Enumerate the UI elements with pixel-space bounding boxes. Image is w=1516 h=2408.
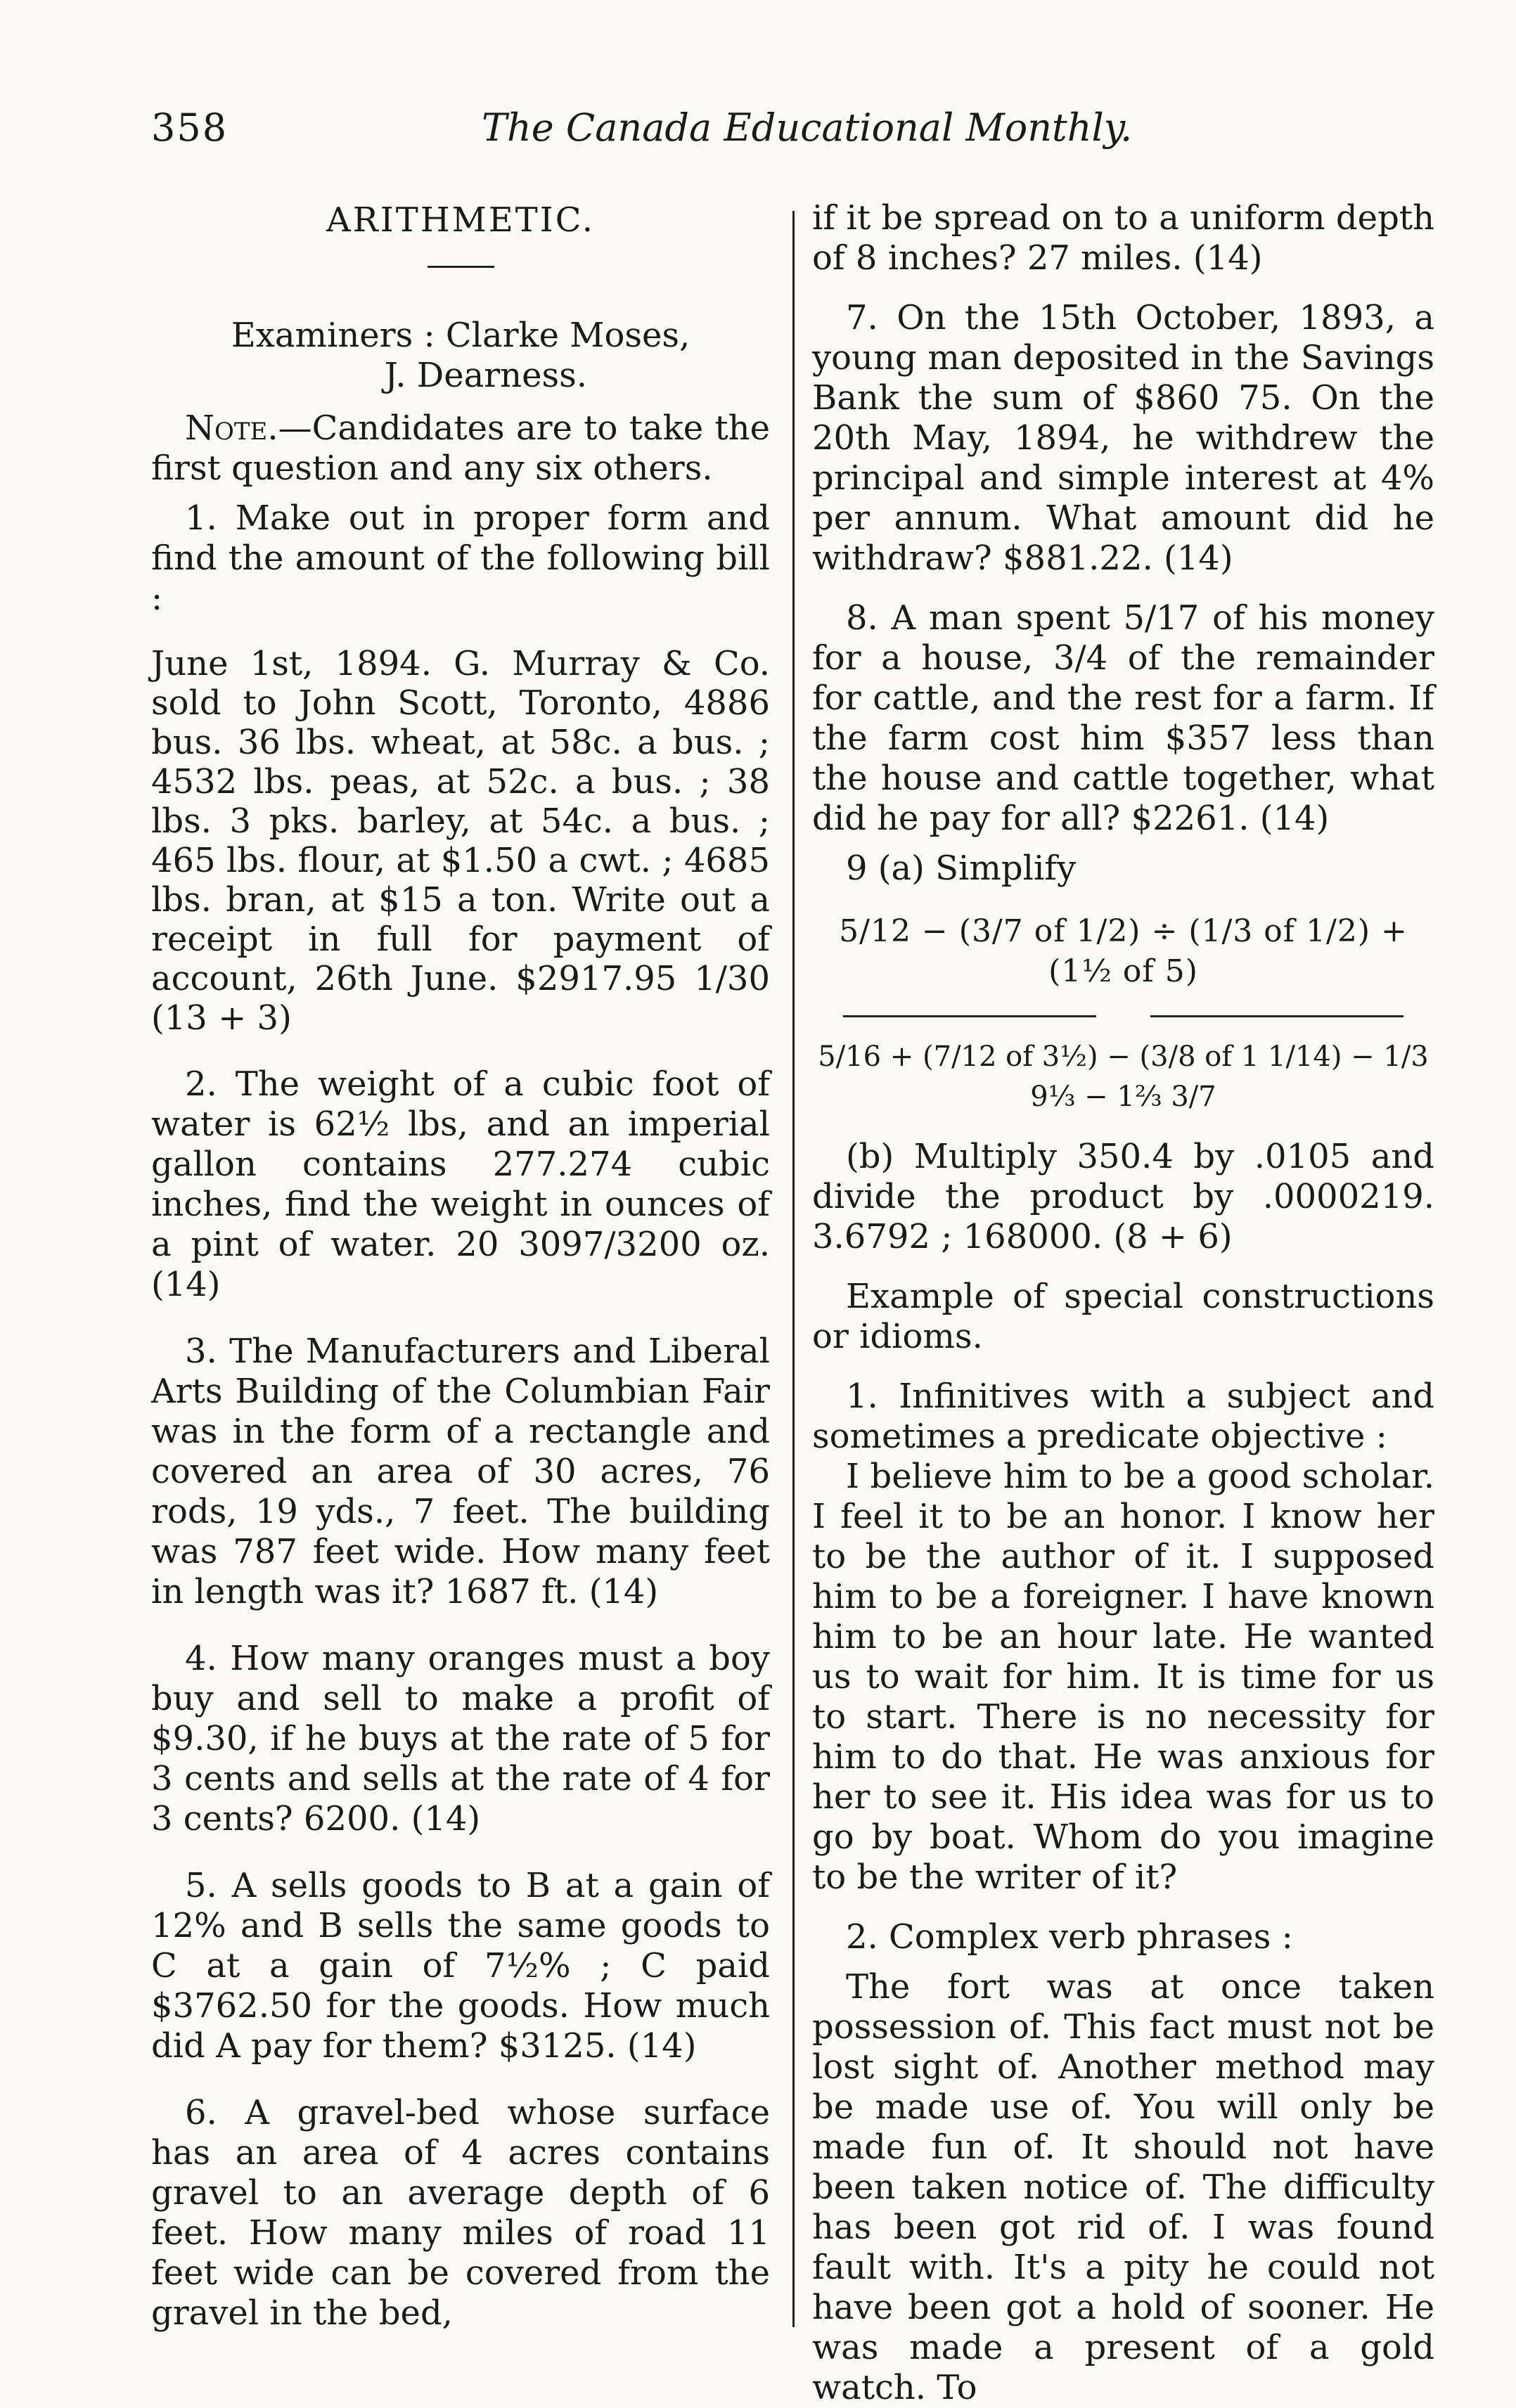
question-9a-denominators: 5/16 + (7/12 of 3½) − (3/8 of 1 1/14) − 1/3 9⅓ − 1⅔ 3/7 [818, 1041, 1429, 1113]
examiners-line-1: Examiners : Clarke Moses, [231, 316, 690, 355]
question-9a-fraction-bars [812, 994, 1434, 1034]
question-1: 1. Make out in proper form and find the amount of the following bill : [151, 498, 770, 618]
question-9a-label: 9 (a) Simplify [846, 849, 1077, 888]
question-1-bill: June 1st, 1894. G. Murray & Co. sold to John Scott, Toronto, 4886 bus. 36 lbs. wheat, at 58c. a bus. ; 4532 lbs. peas, at 52c. a bus. ; 38 lbs. 3 pks. barley, at 54c. a bus. ; 465 lbs. flour, at $1.50 a cwt. ; 4685 lbs. bran, at $15 a ton. Write out a receipt in full for payment of account, 26th June. $2917.95 1/30 (13 + 3) [151, 644, 770, 1038]
left-column [151, 200, 770, 2333]
question-4: 4. How many oranges must a boy buy and sell to make a profit of $9.30, if he buys at the rate of 5 for 3 cents and sells at the rate of 4 for 3 cents? 6200. (14) [151, 1639, 770, 1839]
page-number: 358 [151, 105, 229, 150]
note-label: Note. [185, 408, 278, 448]
running-title: The Canada Educational Monthly. [482, 105, 1133, 150]
page-header [151, 105, 1466, 169]
item-2-title: 2. Complex verb phrases : [846, 1917, 1293, 1957]
item-1-body: I believe him to be a good scholar. I feel it to be an honor. I know her to be the author of it. I supposed him to be a foreigner. I have known him to be an hour late. He wanted us to wait for him. It is time for us to start. There is no necessity for him to do that. He was anxious for her to see it. His idea was for us to go by boat. Whom do you imagine to be the writer of it? [812, 1457, 1434, 1897]
question-8: 8. A man spent 5/17 of his money for a house, 3/4 of the remainder for cattle, and the rest for a farm. If the farm cost him $357 less than the house and cattle together, what did he pay for all? $2261. (14) [812, 598, 1434, 838]
example-title: Example of special constructions or idioms. [812, 1277, 1434, 1356]
title-rule [428, 266, 494, 268]
note-text: —Candidates are to take the first question and any six others. [151, 408, 770, 488]
column-divider [792, 211, 795, 2327]
fraction-bar-right [1150, 1015, 1403, 1017]
question-2: 2. The weight of a cubic foot of water is 62½ lbs, and an imperial gallon contains 277.274 cubic inches, find the weight in ounces of a pint of water. 20 3097/3200 oz. (14) [151, 1064, 770, 1304]
question-6-continued: if it be spread on to a uniform depth of 8 inches? 27 miles. (14) [812, 198, 1434, 278]
question-5: 5. A sells goods to B at a gain of 12% and B sells the same goods to C at a gain of 7½% ; C paid $3762.50 for the goods. How much did A pay for them? $3125. (14) [151, 1866, 770, 2066]
question-3: 3. The Manufacturers and Liberal Arts Building of the Columbian Fair was in the form of a rectangle and covered an area of 30 acres, 76 rods, 19 yds., 7 feet. The building was 787 feet wide. How many feet in length was it? 1687 ft. (14) [151, 1332, 770, 1611]
item-2-body: The fort was at once taken possession of. This fact must not be lost sight of. Another method may be made use of. You will only be made fun of. It should not have been taken notice of. The difficulty has been got rid of. I was found fault with. It's a pity he could not have been got a hold of sooner. He was made a present of a gold watch. To [812, 1967, 1434, 2407]
examiners-line-2: J. Dearness. [384, 356, 587, 395]
right-column [812, 198, 1434, 2408]
item-1-title: 1. Infinitives with a subject and sometimes a predicate objective : [812, 1377, 1434, 1456]
section-title: ARITHMETIC. [326, 200, 596, 240]
fraction-bar-left [843, 1015, 1096, 1017]
question-7: 7. On the 15th October, 1893, a young man deposited in the Savings Bank the sum of $860 75. On the 20th May, 1894, he withdrew the principal and simple interest at 4% per annum. What amount did he withdraw? $881.22. (14) [812, 298, 1434, 578]
question-9b: (b) Multiply 350.4 by .0105 and divide the product by .0000219. 3.6792 ; 168000. (8 + 6) [812, 1137, 1434, 1256]
note-paragraph [151, 408, 770, 489]
question-9a-numerators: 5/12 − (3/7 of 1/2) ÷ (1/3 of 1/2) + (1½ of 5) [839, 913, 1408, 989]
question-6: 6. A gravel-bed whose surface has an area of 4 acres contains gravel to an average depth of 6 feet. How many miles of road 11 feet wide can be covered from the gravel in the bed, [151, 2093, 770, 2333]
